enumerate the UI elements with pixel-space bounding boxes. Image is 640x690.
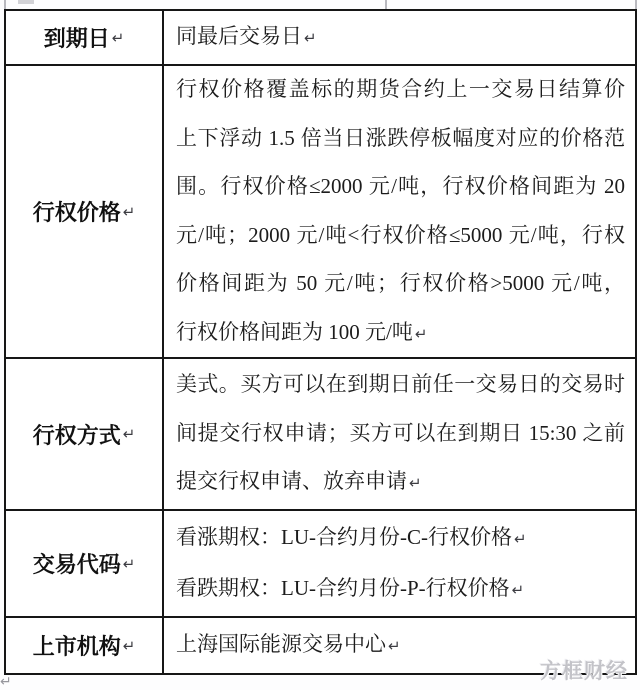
return-mark-icon: ↵ — [414, 324, 428, 343]
return-mark-icon: ↵ — [388, 637, 401, 656]
row-header-cell — [6, 11, 164, 64]
return-mark-icon: ↵ — [122, 554, 136, 573]
text-line — [176, 65, 625, 114]
text-line — [176, 360, 625, 409]
text-line — [176, 564, 625, 615]
text-line — [176, 259, 625, 308]
row-header-cell — [6, 359, 164, 509]
text-line-content: 上下浮动 1.5 倍当日涨跌停板幅度对应的价格范 — [176, 125, 625, 150]
return-mark-icon: ↵ — [304, 29, 317, 48]
previous-row-left-border-remnant — [4, 0, 6, 9]
text-line-content: 看跌期权：LU-合约月份-P-行权价格 — [176, 575, 510, 600]
text-line-content: 上海国际能源交易中心 — [176, 632, 386, 657]
text-line-content: 行权价格间距为 100 元/吨 — [176, 319, 413, 344]
text-line — [176, 513, 625, 564]
row-header-cell — [6, 511, 164, 616]
watermark: 方框财经 — [540, 660, 628, 683]
text-line-content: 提交行权申请、放弃申请 — [176, 469, 407, 494]
text-line-content: 看涨期权：LU-合约月份-C-行权价格 — [176, 525, 512, 549]
return-mark-icon: ↵ — [122, 202, 136, 221]
text-line — [176, 409, 625, 458]
row-header-label: 上市机构 — [32, 634, 121, 659]
return-mark-icon: ↵ — [122, 425, 136, 443]
row-header-cell — [6, 618, 164, 673]
table-row — [6, 66, 635, 359]
row-header-label: 到期日 — [43, 26, 110, 51]
text-line — [176, 457, 625, 508]
text-line — [176, 162, 625, 211]
text-line-content: 元/吨；2000 元/吨<行权价格≤5000 元/吨，行权 — [176, 222, 625, 247]
paragraph-return-mark: ↵ — [0, 674, 12, 690]
row-value-cell — [164, 66, 635, 357]
previous-row-right-border-remnant — [635, 0, 637, 9]
row-value-cell — [164, 359, 635, 509]
return-mark-icon: ↵ — [111, 28, 125, 47]
text-line — [176, 12, 625, 63]
previous-row-divider-remnant — [385, 0, 387, 9]
table-row — [6, 511, 635, 618]
row-value-cell — [164, 511, 635, 616]
contract-spec-table — [4, 9, 637, 675]
row-header-label: 行权价格 — [32, 200, 121, 225]
text-line-content: 同最后交易日 — [176, 24, 302, 49]
text-line-content: 围。行权价格≤2000 元/吨，行权价格间距为 20 — [176, 174, 625, 198]
text-line — [176, 211, 625, 260]
text-line-content: 美式。买方可以在到期日前任一交易日的交易时 — [176, 372, 625, 397]
row-header-cell — [6, 66, 164, 357]
row-value-cell — [164, 11, 635, 64]
text-line-content: 行权价格覆盖标的期货合约上一交易日结算价 — [176, 77, 625, 101]
table-row — [6, 359, 635, 511]
text-line-content: 间提交行权申请；买方可以在到期日 15:30 之前 — [176, 420, 625, 445]
return-mark-icon: ↵ — [513, 530, 527, 548]
table-row — [6, 11, 635, 66]
return-mark-icon: ↵ — [409, 474, 422, 493]
text-line-content: 价格间距为 50 元/吨；行权价格>5000 元/吨， — [176, 271, 625, 295]
return-mark-icon: ↵ — [122, 636, 136, 655]
row-header-label: 行权方式 — [32, 422, 121, 448]
text-line — [176, 308, 625, 359]
row-header-label: 交易代码 — [32, 552, 121, 577]
text-line — [176, 114, 625, 163]
return-mark-icon: ↵ — [511, 580, 525, 599]
previous-row-content-remnant — [18, 0, 34, 4]
